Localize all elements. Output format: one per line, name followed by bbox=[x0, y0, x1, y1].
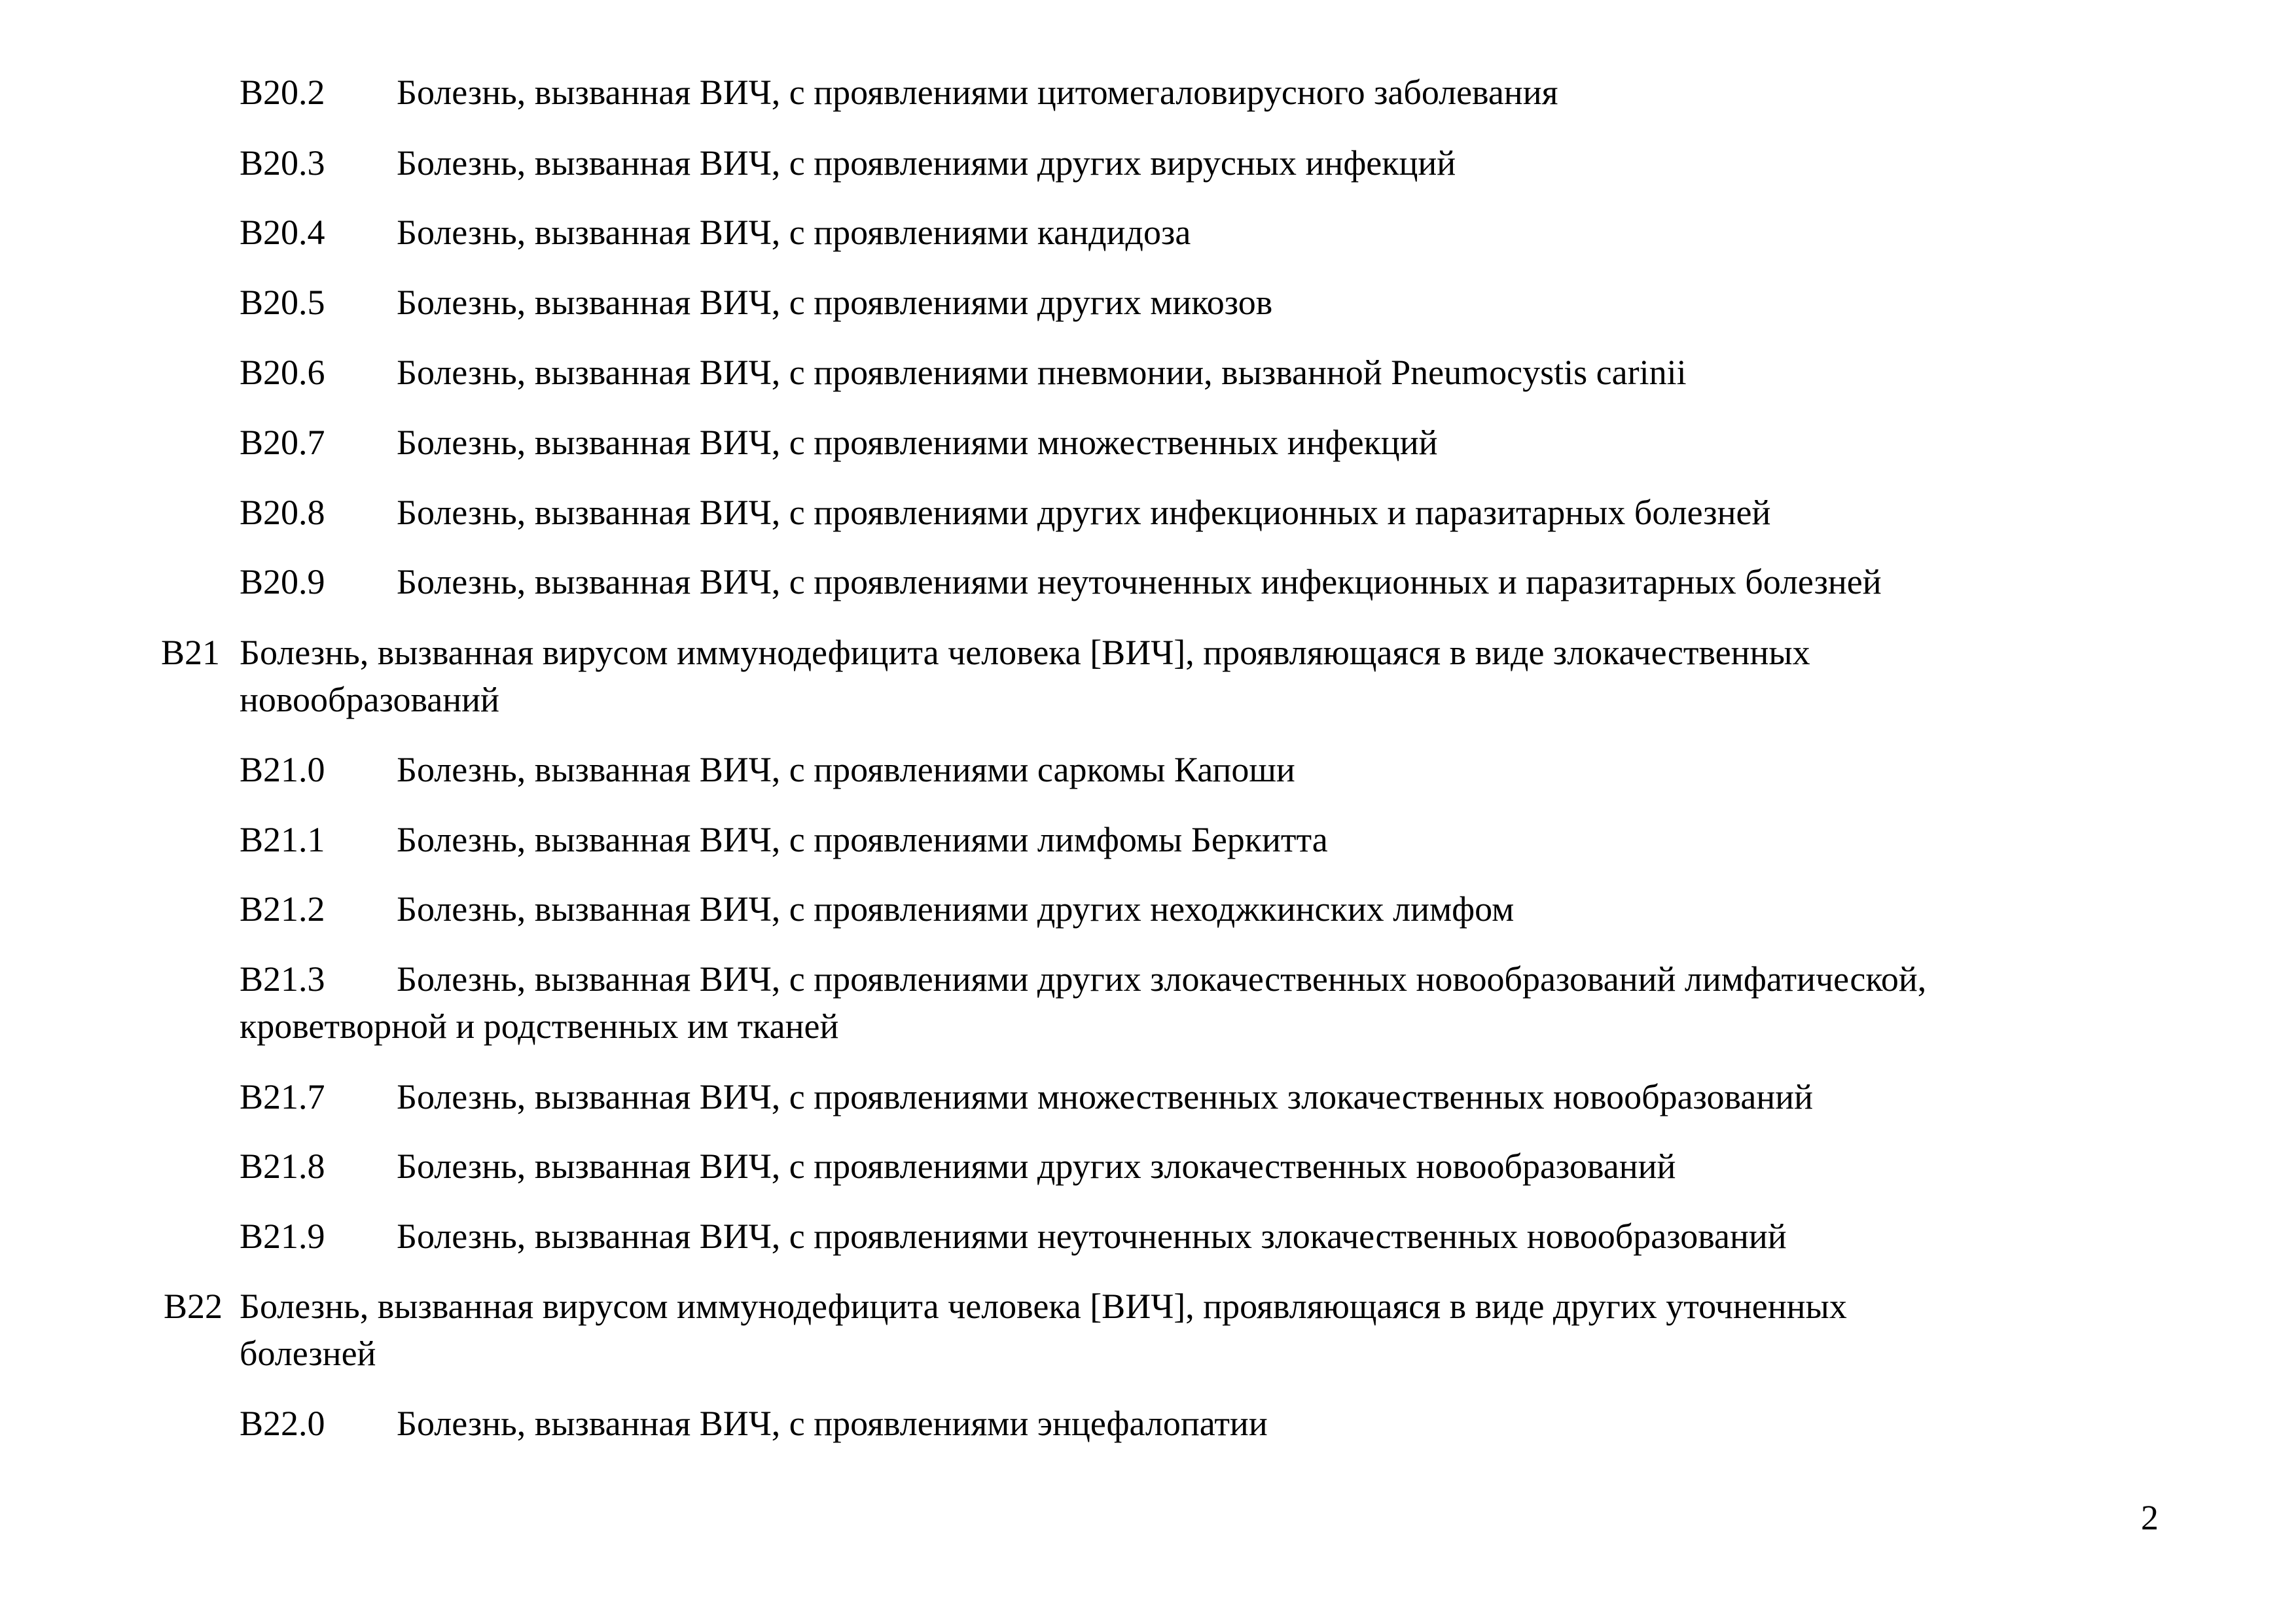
category-code: B21 bbox=[161, 633, 221, 672]
entry-text: Болезнь, вызванная ВИЧ, с проявлениями других злокачественных новообразований лимфатической, bbox=[397, 959, 1927, 999]
entry-text: Болезнь, вызванная ВИЧ, с проявлениями саркомы Капоши bbox=[397, 750, 1295, 789]
entry-text: Болезнь, вызванная ВИЧ, с проявлениями цитомегаловирусного заболевания bbox=[397, 73, 1558, 112]
entry-code: B21.9 bbox=[240, 1217, 325, 1256]
entry-code: B20.2 bbox=[240, 73, 325, 112]
entry-code: B22.0 bbox=[240, 1404, 325, 1443]
entry-text: Болезнь, вызванная ВИЧ, с проявлениями лимфомы Беркитта bbox=[397, 820, 1328, 859]
entry-code: B20.6 bbox=[240, 353, 325, 392]
entry-code: B21.8 bbox=[240, 1147, 325, 1186]
category-code: B22 bbox=[164, 1287, 223, 1326]
entry-text: Болезнь, вызванная ВИЧ, с проявлениями энцефалопатии bbox=[397, 1404, 1268, 1443]
entry-code: B20.3 bbox=[240, 143, 325, 183]
entry-text: Болезнь, вызванная ВИЧ, с проявлениями других инфекционных и паразитарных болезней bbox=[397, 493, 1771, 532]
entry-code: B20.7 bbox=[240, 423, 325, 462]
entry-code: B21.2 bbox=[240, 889, 325, 929]
category-title: Болезнь, вызванная вирусом иммунодефицита человека [ВИЧ], проявляющаяся в виде злокачественных bbox=[240, 633, 1810, 672]
entry-code: B20.4 bbox=[240, 213, 325, 252]
entry-text: Болезнь, вызванная ВИЧ, с проявлениями неуточненных инфекционных и паразитарных болезней bbox=[397, 562, 1882, 601]
entry-text: Болезнь, вызванная ВИЧ, с проявлениями множественных инфекций bbox=[397, 423, 1438, 462]
entry-code: B21.7 bbox=[240, 1077, 325, 1116]
entry-code: B21.1 bbox=[240, 820, 325, 859]
entry-code: B20.9 bbox=[240, 562, 325, 601]
entry-text: Болезнь, вызванная ВИЧ, с проявлениями неуточненных злокачественных новообразований bbox=[397, 1217, 1787, 1256]
entry-code: B20.5 bbox=[240, 283, 325, 322]
entry-code: B21.0 bbox=[240, 750, 325, 789]
entry-text: Болезнь, вызванная ВИЧ, с проявлениями других злокачественных новообразований bbox=[397, 1147, 1676, 1186]
entry-text: Болезнь, вызванная ВИЧ, с проявлениями множественных злокачественных новообразований bbox=[397, 1077, 1814, 1116]
entry-text: Болезнь, вызванная ВИЧ, с проявлениями кандидоза bbox=[397, 213, 1191, 252]
category-title: Болезнь, вызванная вирусом иммунодефицита человека [ВИЧ], проявляющаяся в виде других уточненных bbox=[240, 1287, 1847, 1326]
entry-text: Болезнь, вызванная ВИЧ, с проявлениями других неходжкинских лимфом bbox=[397, 889, 1515, 929]
entry-code: B20.8 bbox=[240, 493, 325, 532]
entry-code: B21.3 bbox=[240, 959, 325, 999]
category-title-continuation: новообразований bbox=[240, 680, 499, 719]
category-title-continuation: болезней bbox=[240, 1334, 376, 1373]
page-number: 2 bbox=[2141, 1498, 2159, 1537]
entry-text: Болезнь, вызванная ВИЧ, с проявлениями других микозов bbox=[397, 283, 1273, 322]
entry-text-continuation: кроветворной и родственных им тканей bbox=[240, 1007, 839, 1046]
entry-text: Болезнь, вызванная ВИЧ, с проявлениями других вирусных инфекций bbox=[397, 143, 1456, 183]
entry-text: Болезнь, вызванная ВИЧ, с проявлениями пневмонии, вызванной Pneumocystis carinii bbox=[397, 353, 1687, 392]
